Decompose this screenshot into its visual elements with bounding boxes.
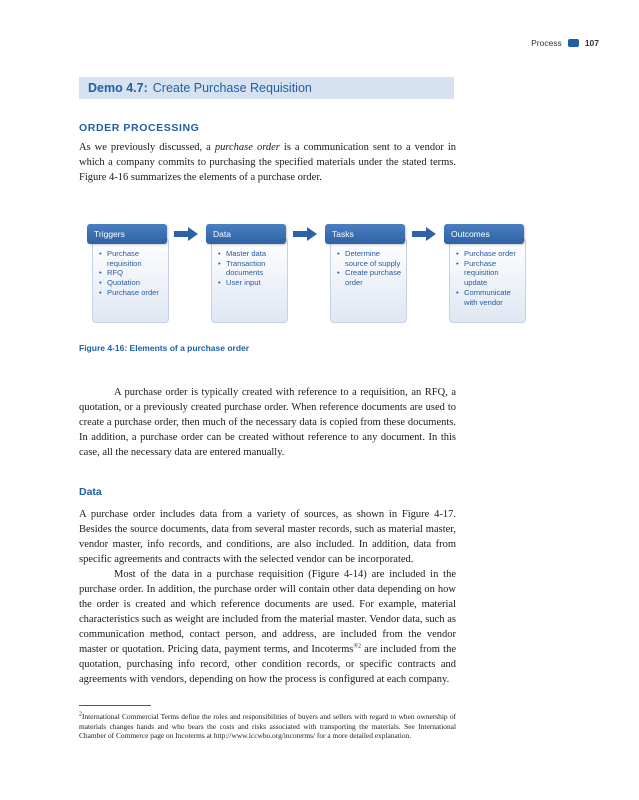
figure-column-box	[211, 238, 288, 323]
figure-list-item: • Purchase requisition	[99, 249, 142, 268]
section-heading: ORDER PROCESSING	[79, 122, 200, 134]
figure-list-item: • Purchase order	[99, 287, 159, 297]
intro-term: purchase order	[214, 142, 280, 153]
figure-column-header: Outcomes	[444, 224, 524, 244]
demo-number: Demo 4.7:	[88, 81, 148, 95]
running-header	[531, 38, 599, 48]
footnote	[79, 712, 456, 741]
figure-list-item: • Transaction documents	[218, 258, 266, 278]
figure-4-16	[79, 224, 519, 334]
figure-list-item: • RFQ	[99, 268, 124, 278]
demo-title: Create Purchase Requisition	[152, 81, 312, 95]
figure-column-box	[330, 238, 407, 323]
figure-column-header: Data	[206, 224, 286, 244]
body-paragraph: A purchase order includes data from a variety of sources, as shown in Figure 4-17. Besides the source documents, data from several master records, such as material master, vendor master, info records, and conditions, are also included. In addition, data from specific agreements and contracts with the selected vendor can be incorporated.	[79, 509, 456, 565]
footnote-text: International Commercial Terms define the roles and responsibilities of buyers and sellers with regard to when ownership of materials changes hands and who bears the costs and risks associated with transporting the materials. See International Chamber of Commerce page on Incoterms at http://www.iccwbo.org/incoterms/ for a more detailed explanation.	[79, 712, 456, 741]
figure-list-item: • User input	[218, 278, 261, 288]
figure-column-box	[92, 238, 169, 323]
figure-list-item: • Purchase order	[456, 249, 516, 258]
figure-list-item: • Communicate with vendor	[456, 287, 511, 307]
figure-list-item: • Create purchase order	[337, 268, 402, 288]
intro-text-2: is a communication sent to a vendor in which a company commits to purchasing the specified materials under the stated terms. Figure 4-16 summarizes the elements of a purchase order.	[79, 142, 457, 183]
figure-list-item: • Purchase requisition update	[456, 258, 499, 288]
demo-banner	[79, 77, 454, 99]
figure-list-item: • Determine source of supply	[337, 249, 401, 268]
footnote-number: 2	[79, 711, 82, 718]
flow-arrow-icon	[174, 227, 198, 241]
figure-list-item: • Quotation	[99, 278, 140, 288]
figure-caption: Figure 4-16: Elements of a purchase order	[79, 343, 250, 353]
figure-column-header: Triggers	[87, 224, 167, 244]
figure-column-header: Tasks	[325, 224, 405, 244]
header-section-title: Process	[531, 38, 562, 48]
figure-column-box	[449, 238, 526, 323]
page-number: 107	[584, 38, 599, 48]
intro-text-1: As we previously discussed, a	[79, 142, 215, 153]
body-paragraph: Most of the data in a purchase requisition (Figure 4-14) are included in the purchase order. In addition, the purchase order will contain other data depending on how the order is created and which reference documents are used. For example, material characteristics such as weight are included from the material master. Vendor data, such as communication method, contact person, and address, are included from the vendor master or quotation. Pricing data, payment terms, and Incoterms$^{®2}$ are included from the quotation, purchasing info record, other condition records, or specific contracts and agreements with vendors, depending on how the process is configured at each company.	[79, 569, 456, 685]
flow-arrow-icon	[412, 227, 436, 241]
subsection-heading: Data	[79, 486, 102, 498]
figure-list-item: • Master data	[218, 249, 267, 258]
body-paragraph: A purchase order is typically created with reference to a requisition, an RFQ, a quotation, or a previously created purchase order. When reference documents are used to create a purchase order, then much of the necessary data is copied from these documents. In addition, a purchase order can be created without reference to any document. In this case, all the necessary data are entered manually.	[79, 387, 456, 458]
footnote-reference: ®2	[353, 643, 361, 650]
header-marker-icon	[568, 39, 579, 47]
intro-paragraph	[79, 140, 456, 185]
footnote-divider	[79, 705, 151, 706]
flow-arrow-icon	[293, 227, 317, 241]
